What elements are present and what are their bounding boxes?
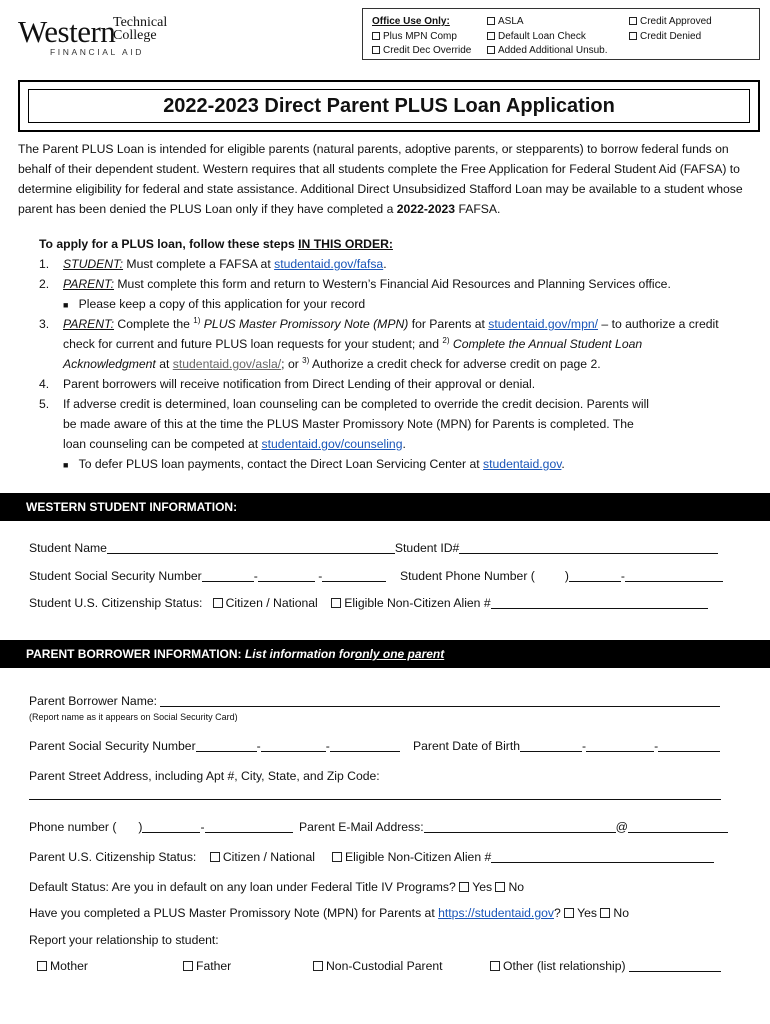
office-item: Default Loan Check bbox=[487, 30, 586, 44]
student-id-field[interactable] bbox=[459, 542, 718, 554]
step-3-line3: Acknowledgment at studentaid.gov/asla/; or $^{3)}$ Authorize a credit check for adverse credit on page 2. bbox=[63, 356, 601, 371]
student-name-row: Student Name Student ID# bbox=[29, 541, 718, 555]
page-title: 2022-2023 Direct Parent PLUS Loan Application bbox=[163, 94, 615, 117]
student-ssn-row: Student Social Security Number - - bbox=[29, 569, 386, 583]
parent-phone-row: Phone number ( ) - bbox=[29, 820, 293, 834]
checkbox-icon[interactable] bbox=[372, 32, 380, 40]
parent-ssn-row: Parent Social Security Number - - bbox=[29, 739, 400, 753]
checkbox-icon[interactable] bbox=[600, 908, 610, 918]
checkbox-icon[interactable] bbox=[487, 32, 495, 40]
logo-college: College bbox=[113, 28, 157, 43]
default-status-row: Default Status: Are you in default on any loan under Federal Title IV Programs? Yes No bbox=[29, 880, 525, 894]
logo-technical: Technical bbox=[113, 15, 168, 30]
checkbox-icon[interactable] bbox=[629, 32, 637, 40]
student-phone-row: Student Phone Number ( ) - bbox=[400, 569, 723, 583]
step-5-line2: be made aware of this at the time the PLUS Master Promissory Note (MPN) for Parents is completed. The bbox=[63, 417, 634, 431]
mpn-url-link[interactable]: https://studentaid.gov bbox=[438, 906, 554, 920]
student-ssn-field-1[interactable] bbox=[202, 570, 254, 582]
parent-alien-number-field[interactable] bbox=[491, 851, 714, 863]
checkbox-icon[interactable] bbox=[487, 46, 495, 54]
studentaid-link[interactable]: studentaid.gov bbox=[483, 457, 562, 471]
parent-dob-row: Parent Date of Birth - - bbox=[413, 739, 720, 753]
step-2-bullet: ■ Please keep a copy of this application for your record bbox=[63, 297, 366, 311]
relationship-option: Mother bbox=[37, 959, 88, 973]
step-2: PARENT: Must complete this form and return to Western’s Financial Aid Resources and Planning Services office. bbox=[63, 277, 671, 291]
checkbox-icon[interactable] bbox=[629, 17, 637, 25]
office-item: Credit Approved bbox=[629, 15, 712, 29]
step-3: PARENT: Complete the $^{1)}$ PLUS Master Promissory Note (MPN) for Parents at studentaid.gov/mpn/ – to authorize a credit bbox=[63, 316, 719, 331]
logo-word: Western bbox=[18, 14, 116, 49]
checkbox-icon[interactable] bbox=[313, 961, 323, 971]
checkbox-icon[interactable] bbox=[183, 961, 193, 971]
parent-address-label: Parent Street Address, including Apt #, City, State, and Zip Code: bbox=[29, 769, 380, 783]
office-item: Credit Dec Override bbox=[372, 44, 471, 58]
checkbox-icon[interactable] bbox=[213, 598, 223, 608]
checkbox-icon[interactable] bbox=[459, 882, 469, 892]
relationship-option: Non-Custodial Parent bbox=[313, 959, 443, 973]
asla-link[interactable]: studentaid.gov/asla/ bbox=[172, 357, 282, 371]
student-phone-field-1[interactable] bbox=[569, 570, 621, 582]
office-use-box bbox=[362, 8, 760, 60]
step-3-line2: check for current and future PLUS loan requests for your student; and $^{2)}$ Complete the Annual Student Loan bbox=[63, 336, 643, 351]
step-5-line3: loan counseling can be competed at studentaid.gov/counseling. bbox=[63, 437, 406, 451]
relationship-label: Report your relationship to student: bbox=[29, 933, 219, 947]
counseling-link[interactable]: studentaid.gov/counseling bbox=[261, 437, 403, 451]
step-5-bullet: ■ To defer PLUS loan payments, contact the Direct Loan Servicing Center at studentaid.gov. bbox=[63, 457, 565, 471]
parent-phone-field-1[interactable] bbox=[142, 821, 200, 833]
mpn-link[interactable]: studentaid.gov/mpn/ bbox=[488, 317, 599, 331]
mpn-status-row: Have you completed a PLUS Master Promissory Note (MPN) for Parents at https://studentaid.gov? Yes No bbox=[29, 906, 630, 920]
checkbox-icon[interactable] bbox=[495, 882, 505, 892]
checkbox-icon[interactable] bbox=[332, 852, 342, 862]
office-item: Credit Denied bbox=[629, 30, 701, 44]
checkbox-icon[interactable] bbox=[564, 908, 574, 918]
checkbox-icon[interactable] bbox=[490, 961, 500, 971]
steps-heading: To apply for a PLUS loan, follow these steps IN THIS ORDER: bbox=[39, 237, 393, 251]
checkbox-icon[interactable] bbox=[372, 46, 380, 54]
student-phone-field-2[interactable] bbox=[625, 570, 723, 582]
parent-name-note: (Report name as it appears on Social Security Card) bbox=[29, 712, 238, 722]
college-logo bbox=[18, 14, 168, 60]
parent-ssn-field-1[interactable] bbox=[196, 740, 257, 752]
student-name-field[interactable] bbox=[107, 542, 395, 554]
parent-ssn-field-3[interactable] bbox=[330, 740, 400, 752]
student-citizenship-row: Student U.S. Citizenship Status: Citizen / National Eligible Non-Citizen Alien # bbox=[29, 596, 708, 610]
other-relationship-field[interactable] bbox=[629, 960, 721, 972]
office-item: Added Additional Unsub. bbox=[487, 44, 608, 58]
checkbox-icon[interactable] bbox=[210, 852, 220, 862]
checkbox-icon[interactable] bbox=[487, 17, 495, 25]
relationship-option: Father bbox=[183, 959, 231, 973]
parent-phone-field-2[interactable] bbox=[205, 821, 293, 833]
student-alien-number-field[interactable] bbox=[491, 597, 708, 609]
title-box bbox=[18, 80, 760, 132]
parent-email-field-1[interactable] bbox=[424, 821, 616, 833]
student-section-bar: WESTERN STUDENT INFORMATION: bbox=[0, 493, 770, 521]
parent-ssn-field-2[interactable] bbox=[261, 740, 326, 752]
steps-list: To apply for a PLUS loan, follow these steps IN THIS ORDER: 1. STUDENT: Must complete a FAFSA at studentaid.gov/fafsa. 2. PARENT: Must complete this form and return to Western’s Financial Aid Resources and Planning Services office. ■ Please keep a copy of this application for your record 3. PARENT: Complete the $^{1)}$ PLUS Master Promissory Note (MPN) for Parents at studentaid.gov/mpn/ – to authorize a credit check for current and future PLUS loan requests for your student; and $^{2)}$ Complete the Annual Student Loan Acknowledgment at studentaid.gov/asla/; or $^{3)}$ Authorize a credit check for adverse credit on page 2. 4. Parent borrowers will receive notification from Direct Lending of their approval or denial. 5. If adverse credit is determined, loan counseling can be completed to override the credit decision. Parents will be made aware of this at the time the PLUS Master Promissory Note (MPN) for Parents is completed. The loan counseling can be competed at studentaid.gov/counseling. ■ To defer PLUS loan payments, contact the Direct Loan Servicing Center at studentaid.gov. bbox=[18, 234, 758, 484]
step-5: If adverse credit is determined, loan counseling can be completed to override the credit decision. Parents will bbox=[63, 397, 649, 411]
intro-paragraph: The Parent PLUS Loan is intended for eligible parents (natural parents, adoptive parents, or stepparents) to borrow federal funds on behalf of their dependent student. Western requires that all students complete the Free Application for Federal Student Aid (FAFSA) to determine eligibility for federal and state assistance. Additional Direct Unsubsidized Stafford Loan may be available to a student whose parent has been denied the PLUS Loan only if they have completed a 2022-2023 FAFSA. bbox=[18, 142, 743, 216]
parent-dob-field-2[interactable] bbox=[586, 740, 654, 752]
checkbox-icon[interactable] bbox=[37, 961, 47, 971]
parent-name-field[interactable] bbox=[160, 695, 720, 707]
parent-citizenship-row: Parent U.S. Citizenship Status: Citizen / National Eligible Non-Citizen Alien # bbox=[29, 850, 714, 864]
fafsa-link[interactable]: studentaid.gov/fafsa bbox=[274, 257, 384, 271]
office-item: ASLA bbox=[487, 15, 524, 29]
checkbox-icon[interactable] bbox=[331, 598, 341, 608]
logo-subtitle: FINANCIAL AID bbox=[50, 47, 144, 57]
student-ssn-field-3[interactable] bbox=[322, 570, 386, 582]
relationship-option: Other (list relationship) bbox=[490, 959, 721, 973]
parent-dob-field-1[interactable] bbox=[520, 740, 582, 752]
parent-name-row: Parent Borrower Name: bbox=[29, 694, 720, 708]
student-ssn-field-2[interactable] bbox=[258, 570, 315, 582]
parent-address-field[interactable] bbox=[29, 799, 721, 800]
parent-email-field-2[interactable] bbox=[628, 821, 728, 833]
parent-email-row: Parent E-Mail Address: @ bbox=[299, 820, 728, 834]
office-title: Office Use Only: bbox=[372, 16, 450, 27]
parent-section-bar: PARENT BORROWER INFORMATION: List information for only one parent bbox=[0, 640, 770, 668]
step-4: Parent borrowers will receive notification from Direct Lending of their approval or denial. bbox=[63, 377, 536, 391]
parent-dob-field-3[interactable] bbox=[658, 740, 720, 752]
office-item: Plus MPN Comp bbox=[372, 30, 457, 44]
step-1: STUDENT: Must complete a FAFSA at studentaid.gov/fafsa. bbox=[63, 257, 387, 271]
